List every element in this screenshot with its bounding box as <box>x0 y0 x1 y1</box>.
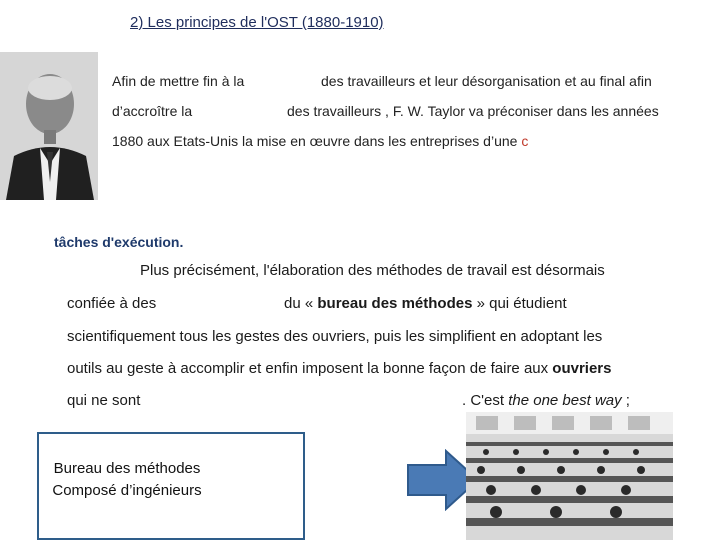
body-line-5b: . C'est the one best way ; <box>462 392 630 409</box>
subheading: tâches d'exécution. <box>54 234 184 250</box>
intro-line-3-accent: c <box>521 133 529 149</box>
slide-title: 2) Les principes de l'OST (1880-1910) <box>130 14 384 31</box>
one-best-way-text: the one best way <box>508 392 622 409</box>
intro-line-1-right: des travailleurs et leur désorganisation et au final afin <box>321 73 652 89</box>
body-line-5a: qui ne sont <box>67 392 141 409</box>
body-line-3: scientifiquement tous les gestes des ouvriers, puis les simplifient en adoptant les <box>67 328 603 345</box>
bureau-des-methodes-text: bureau des méthodes <box>317 295 473 312</box>
body-line-2a: confiée à des <box>67 295 157 312</box>
intro-line-1-left: Afin de mettre fin à la <box>112 73 245 89</box>
box-line-2: Composé d’ingénieurs <box>52 482 202 499</box>
intro-line-2-right: des travailleurs , F. W. Taylor va préconiser dans les années <box>287 103 659 119</box>
body-line-2: du « bureau des méthodes » qui étudient <box>284 295 567 312</box>
intro-line-2-left: d’accroître la <box>112 103 193 119</box>
body-line-4: outils au geste à accomplir et enfin imposent la bonne façon de faire aux ouvriers <box>67 360 612 377</box>
factory-floor-photo <box>466 412 673 540</box>
portrait-photo <box>0 52 98 200</box>
bureau-methodes-box <box>37 432 305 540</box>
ouvriers-text: ouvriers <box>552 360 612 377</box>
intro-line-3: 1880 aux Etats-Unis la mise en œuvre dans les entreprises d’une c <box>112 133 529 149</box>
box-line-1: Bureau des méthodes <box>53 460 201 477</box>
body-line-1: Plus précisément, l'élaboration des méthodes de travail est désormais <box>140 262 605 279</box>
